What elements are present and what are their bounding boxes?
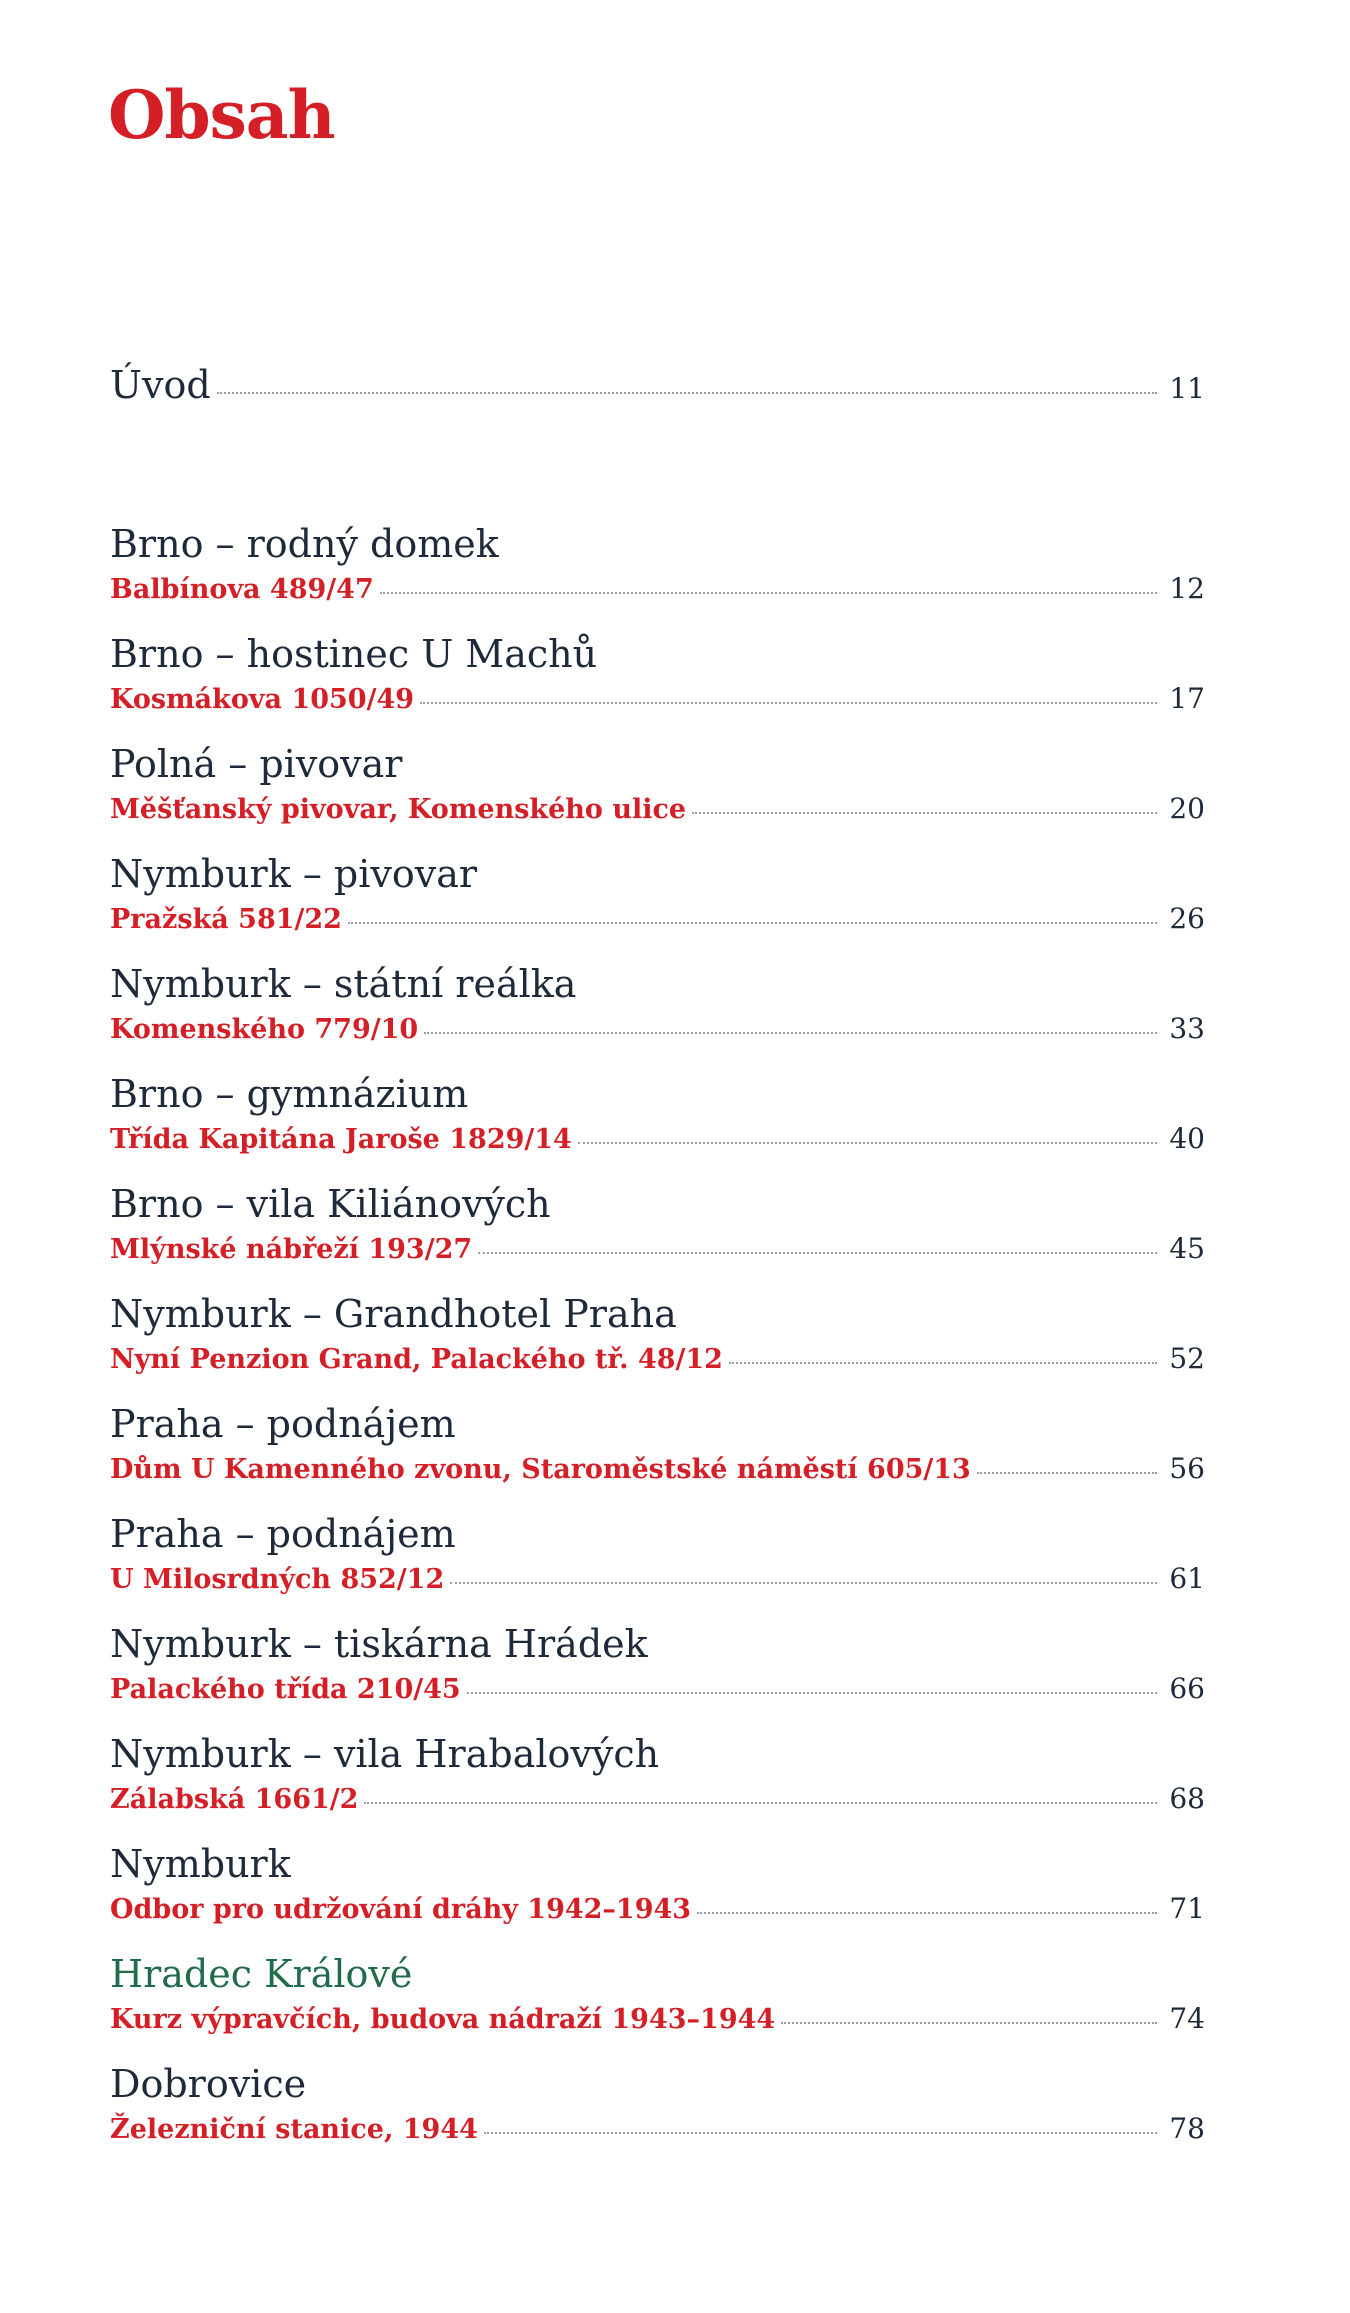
dot-leader (380, 592, 1158, 594)
page-title: Obsah (108, 76, 335, 154)
toc-entry-line (110, 790, 1205, 830)
toc-entry (110, 848, 1205, 958)
toc-entry-line (110, 1010, 1205, 1050)
toc-entry-title: Brno – hostinec U Machů (110, 632, 598, 676)
toc-page-number: 40 (1169, 1122, 1205, 1155)
dot-leader (692, 812, 1157, 814)
toc-entry-line (110, 1230, 1205, 1270)
toc-page-number: 11 (1169, 372, 1205, 405)
toc-entry-subtitle: Odbor pro udržování dráhy 1942–1943 (110, 1894, 692, 1925)
toc-page-number: 78 (1169, 2112, 1205, 2145)
toc-entry (110, 1508, 1205, 1618)
toc-entry-title: Nymburk – Grandhotel Praha (110, 1292, 677, 1336)
toc-entry (110, 518, 1205, 628)
toc-entry (110, 1398, 1205, 1508)
toc-entry (110, 2058, 1205, 2168)
toc-entry-line (110, 2110, 1205, 2150)
toc-entry-title: Nymburk – tiskárna Hrádek (110, 1622, 648, 1666)
toc-entry-title: Polná – pivovar (110, 742, 403, 786)
toc-page-number: 61 (1169, 1562, 1205, 1595)
toc-page-number: 56 (1169, 1452, 1205, 1485)
dot-leader (697, 1912, 1157, 1914)
toc-entry-title: Hradec Králové (110, 1952, 413, 1996)
dot-leader (729, 1362, 1157, 1364)
toc-entry (110, 1728, 1205, 1838)
toc-entry-line (110, 1560, 1205, 1600)
dot-leader (781, 2022, 1157, 2024)
toc-entry-title: Nymburk – státní reálka (110, 962, 577, 1006)
toc-page-number: 68 (1169, 1782, 1205, 1815)
toc-page-number: 71 (1169, 1892, 1205, 1925)
toc-page-number: 33 (1169, 1012, 1205, 1045)
toc-entry (110, 1838, 1205, 1948)
toc-entry-subtitle: Komenského 779/10 (110, 1014, 419, 1045)
toc-page-number: 74 (1169, 2002, 1205, 2035)
toc-entry-subtitle: Balbínova 489/47 (110, 574, 374, 605)
dot-leader (977, 1472, 1158, 1474)
toc-page-number: 52 (1169, 1342, 1205, 1375)
toc-entry-line (110, 900, 1205, 940)
toc-page-number: 66 (1169, 1672, 1205, 1705)
toc-entry-title: Praha – podnájem (110, 1512, 456, 1556)
toc-entry (110, 1288, 1205, 1398)
toc-entry-subtitle: Palackého třída 210/45 (110, 1674, 461, 1705)
toc-entry-intro (110, 360, 1205, 410)
toc-entry (110, 1068, 1205, 1178)
toc-entry-subtitle: Měšťanský pivovar, Komenského ulice (110, 794, 687, 825)
toc-entry-line (110, 1780, 1205, 1820)
toc-entry-title: Brno – gymnázium (110, 1072, 469, 1116)
toc-entry-line (110, 680, 1205, 720)
dot-leader (420, 702, 1157, 704)
toc-entry (110, 1618, 1205, 1728)
toc-entry-line (110, 1890, 1205, 1930)
toc-entry-subtitle: Dům U Kamenného zvonu, Staroměstské náměstí 605/13 (110, 1454, 971, 1485)
toc-entry-line (110, 570, 1205, 610)
toc-entry-line (110, 2000, 1205, 2040)
toc-page-number: 45 (1169, 1232, 1205, 1265)
toc-entry-subtitle: Železniční stanice, 1944 (110, 2114, 478, 2145)
toc-entry (110, 1178, 1205, 1288)
toc-entry-subtitle: Kosmákova 1050/49 (110, 684, 415, 715)
toc-page-number: 20 (1169, 792, 1205, 825)
toc-entry-title: Brno – vila Kiliánových (110, 1182, 551, 1226)
table-of-contents (110, 360, 1205, 2168)
toc-entry-line (110, 1340, 1205, 1380)
dot-leader (467, 1692, 1158, 1694)
toc-entry-subtitle: Třída Kapitána Jaroše 1829/14 (110, 1124, 572, 1155)
toc-entry-subtitle: Zálabská 1661/2 (110, 1784, 359, 1815)
toc-entry-subtitle: Pražská 581/22 (110, 904, 342, 935)
toc-entry-line (110, 1120, 1205, 1160)
dot-leader (424, 1032, 1157, 1034)
toc-entry-label: Úvod (110, 363, 211, 407)
dot-leader (578, 1142, 1158, 1144)
toc-entry-title: Dobrovice (110, 2062, 307, 2106)
toc-page-number: 12 (1169, 572, 1205, 605)
dot-leader (484, 2132, 1157, 2134)
toc-entry (110, 958, 1205, 1068)
dot-leader (364, 1802, 1157, 1804)
toc-entry-subtitle: Kurz výpravčích, budova nádraží 1943–1944 (110, 2004, 776, 2035)
toc-entry (110, 1948, 1205, 2058)
toc-entry-title: Nymburk (110, 1842, 291, 1886)
toc-entry-subtitle: U Milosrdných 852/12 (110, 1564, 445, 1595)
toc-entry-line (110, 1670, 1205, 1710)
dot-leader (450, 1582, 1157, 1584)
toc-page-number: 26 (1169, 902, 1205, 935)
dot-leader (348, 922, 1157, 924)
toc-entry-line (110, 1450, 1205, 1490)
toc-entry-title: Brno – rodný domek (110, 522, 499, 566)
toc-entry-subtitle: Mlýnské nábřeží 193/27 (110, 1234, 473, 1265)
toc-entry-title: Nymburk – vila Hrabalových (110, 1732, 660, 1776)
toc-page-number: 17 (1169, 682, 1205, 715)
dot-leader (478, 1252, 1157, 1254)
dot-leader (217, 392, 1158, 394)
toc-entry-subtitle: Nyní Penzion Grand, Palackého tř. 48/12 (110, 1344, 723, 1375)
toc-entry (110, 738, 1205, 848)
toc-entry (110, 628, 1205, 738)
toc-entry-title: Praha – podnájem (110, 1402, 456, 1446)
toc-entry-title: Nymburk – pivovar (110, 852, 478, 896)
